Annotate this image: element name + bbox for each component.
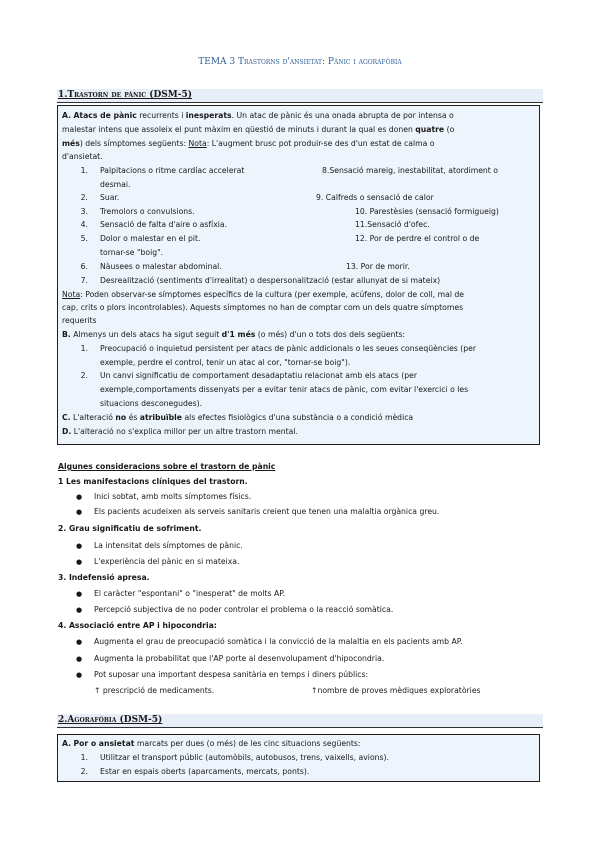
agoraphobia-item-number: 2. (80, 767, 88, 776)
symptom-item-7: Desrealització (sentiments d'irrealitat) o despersonalització (estar allunyat de si mateix) (100, 276, 441, 285)
symptom-item: tornar-se "boig". (100, 248, 164, 257)
criteria-box-panic (57, 105, 540, 445)
symptom-number: 3. (80, 207, 88, 216)
consideration-group-title: 1 Les manifestacions clíniques del trastorn. (58, 477, 248, 486)
consideration-item: Augmenta la probabilitat que l'AP porte al desenvolupament d'hipocondria. (94, 654, 385, 663)
symptom-item: Nàusees o malestar abdominal. (100, 262, 222, 271)
consideration-group-title: 2. Grau significatiu de sofriment. (58, 524, 202, 533)
symptom-number: 6. (80, 262, 88, 271)
symptom-item-9: 9. Calfreds o sensació de calor (316, 193, 434, 202)
nota-line2: cap, crits o plors incontrolables). Aquests símptomes no han de comptar com un dels quatre símptomes (62, 303, 464, 312)
agoraphobia-criterion-a: A. Por o ansietat marcats per dues (o més) de les cinc situacions següents: (62, 739, 361, 748)
criteria-box-agoraphobia (57, 734, 540, 782)
bullet-icon: ● (76, 493, 83, 501)
criterion-b2-line3: situacions desconegudes). (100, 399, 203, 408)
symptom-number: 5. (80, 234, 88, 243)
document-title: TEMA 3 Trastorns d'ansietat: Pànic i agorafòbia (198, 57, 402, 67)
symptom-number: 7. (80, 276, 88, 285)
criterion-b-number: 2. (80, 371, 88, 380)
consideration-item: Pot suposar una important despesa sanitària en temps i diners públics: (94, 670, 369, 679)
bullet-icon: ● (76, 508, 83, 516)
bullet-icon: ● (76, 655, 83, 663)
criterion-a-line4: d'ansietat. (62, 152, 103, 161)
bullet-icon: ● (76, 638, 83, 646)
consideration-item: El caràcter "espontani" o "inesperat" de molts AP. (94, 589, 286, 598)
section-heading-panic-text: 1.Trastorn de pànic (DSM-5) (58, 90, 192, 100)
increase-item-left: ↑ prescripció de medicaments. (94, 686, 215, 695)
symptom-item: Tremolors o convulsions. (100, 207, 195, 216)
bullet-icon: ● (76, 558, 83, 566)
criterion-b1-line1: Preocupació o inquietud persistent per atacs de pànic addicionals o les seues conseqüències (per (100, 344, 477, 353)
symptom-item-13: 13. Por de morir. (346, 262, 410, 271)
bullet-icon: ● (76, 606, 83, 614)
symptom-item-8: 8.Sensació mareig, inestabilitat, atordiment o (322, 166, 498, 175)
consideration-item: Inici sobtat, amb molts símptomes físics. (94, 492, 252, 501)
symptom-number: 4. (80, 220, 88, 229)
criterion-b2-line2: exemple,comportaments dissenyats per a evitar tenir atacs de pànic, com evitar l'exercici o les (100, 385, 469, 394)
symptom-item: Sensació de falta d'aire o asfíxia. (100, 220, 228, 229)
bullet-icon: ● (76, 671, 83, 679)
symptom-item: Suar. (100, 193, 120, 202)
nota-line3: requerits (62, 316, 97, 325)
criterion-b2-line1: Un canvi significatiu de comportament desadaptatiu relacionat amb els atacs (per (100, 371, 418, 380)
symptom-item-12: 12. Por de perdre el control o de (355, 234, 480, 243)
symptom-item: desmai. (100, 180, 131, 189)
consideration-item: Percepció subjectiva de no poder controlar el problema o la reacció somàtica. (94, 605, 394, 614)
symptom-item-10: 10. Parestèsies (sensació formigueig) (355, 207, 499, 216)
symptom-item-11: 11.Sensació d'ofec. (355, 220, 430, 229)
nota-line1: Nota: Poden observar-se símptomes específics de la cultura (per exemple, acúfens, dolor de coll, mal de (62, 290, 465, 299)
criterion-a-line2: malestar intens que assoleix el punt màxim en qüestió de minuts i durant la qual es donen quatre (o (62, 125, 455, 134)
symptom-number: 2. (80, 193, 88, 202)
criterion-b-number: 1. (80, 344, 88, 353)
increase-item-right: ↑nombre de proves mèdiques exploratòries (311, 686, 481, 695)
considerations-heading: Algunes consideracions sobre el trastorn de pànic (58, 462, 276, 471)
symptom-item: Dolor o malestar en el pit. (100, 234, 201, 243)
consideration-group-title: 4. Associació entre AP i hipocondria: (58, 621, 217, 630)
section-heading-agoraphobia-text: 2.Agorafòbia (DSM-5) (58, 715, 163, 725)
bullet-icon: ● (76, 542, 83, 550)
criterion-b-line: B. Almenys un dels atacs ha sigut seguit d'1 més (o més) d'un o tots dos dels següents: (62, 330, 406, 339)
agoraphobia-item-number: 1. (80, 753, 88, 762)
criterion-a-line1: A. Atacs de pànic recurrents i inesperats. Un atac de pànic és una onada abrupta de por intensa o (62, 111, 454, 120)
consideration-item: Els pacients acudeixen als serveis sanitaris creient que tenen una malaltia orgànica greu. (94, 507, 440, 516)
consideration-item: La intensitat dels símptomes de pànic. (94, 541, 243, 550)
consideration-item: Augmenta el grau de preocupació somàtica i la convicció de la malaltia en els pacients amb AP. (94, 637, 463, 646)
symptom-number: 1. (80, 166, 88, 175)
bullet-icon: ● (76, 590, 83, 598)
agoraphobia-item: Estar en espais oberts (aparcaments, mercats, ponts). (100, 767, 310, 776)
criterion-a-line3: més) dels símptomes següents: Nota: L'augment brusc pot produir-se des d'un estat de calma o (62, 139, 435, 148)
section-heading-agoraphobia (57, 714, 543, 728)
criterion-c-line: C. L'alteració no és atribuïble als efectes fisiològics d'una substància o a condició mèdica (62, 413, 414, 422)
symptom-item: Palpitacions o ritme cardíac accelerat (100, 166, 245, 175)
consideration-group-title: 3. Indefensió apresa. (58, 573, 150, 582)
agoraphobia-item: Utilitzar el transport públic (automòbils, autobusos, trens, vaixells, avions). (100, 753, 389, 762)
consideration-item: L'experiència del pànic en si mateixa. (94, 557, 240, 566)
criterion-b1-line2: exemple, perdre el control, tenir un atac al cor, "tornar-se boig"). (100, 358, 351, 367)
section-heading-panic (57, 89, 543, 103)
criterion-d-line: D. L'alteració no s'explica millor per un altre trastorn mental. (62, 427, 298, 436)
